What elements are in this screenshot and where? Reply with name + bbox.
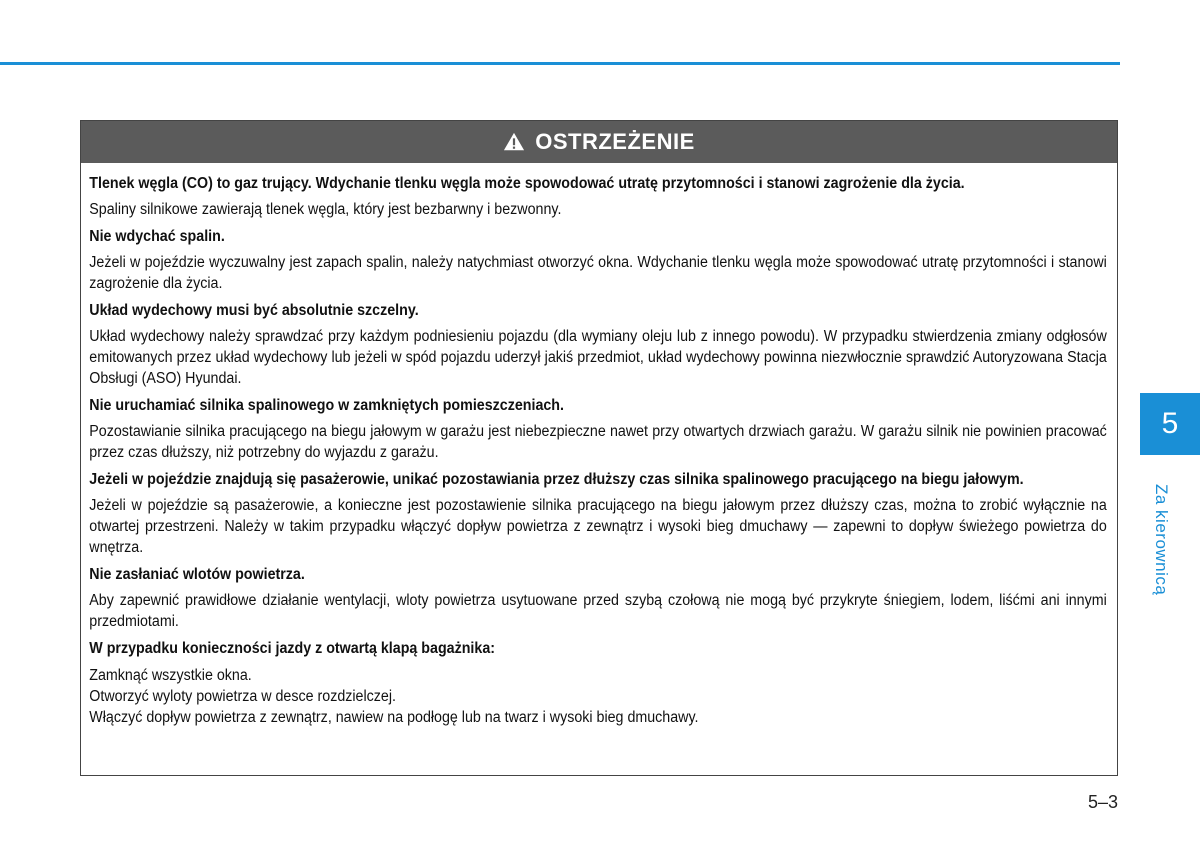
warning-heading: Nie uruchamiać silnika spalinowego w zamkniętych pomieszczeniach. (89, 397, 564, 414)
warning-paragraph: Spaliny silnikowe zawierają tlenek węgla, który jest bezbarwny i bezwonny. (89, 201, 562, 218)
warning-header (81, 121, 1117, 163)
warning-heading: Tlenek węgla (CO) to gaz trujący. Wdychanie tlenku węgla może spowodować utratę przytomności i stanowi zagrożenie dla życia. (89, 175, 965, 192)
top-rule (0, 62, 1120, 65)
chapter-tab (1140, 393, 1200, 455)
warning-paragraph: Jeżeli w pojeździe są pasażerowie, a konieczne jest pozostawienie silnika pracującego na biegu jałowym przez dłuższy czas, można to zrobić wyłącznie na otwartej przestrzeni. Należy w takim przypadku włączyć dopływ powietrza z zewnątrz i wysoki bieg dmuchawy — zapewni to dopływ świeżego powietrza do wnętrza. (89, 497, 1107, 556)
instruction-list (89, 665, 1107, 728)
warning-paragraph: Jeżeli w pojeździe wyczuwalny jest zapach spalin, należy natychmiast otworzyć okna. Wdychanie tlenku węgla może spowodować utratę przytomności i stanowi zagrożenie dla życia. (89, 254, 1107, 292)
chapter-title: Za kierownicą (1152, 484, 1171, 596)
warning-heading: Jeżeli w pojeździe znajdują się pasażerowie, unikać pozostawiania przez dłuższy czas silnika spalinowego pracującego na biegu jałowym. (89, 471, 1024, 488)
instruction-line: Otworzyć wyloty powietrza w desce rozdzielczej. (89, 688, 396, 705)
warning-title: OSTRZEŻENIE (535, 129, 695, 154)
warning-body (81, 163, 1114, 728)
warning-heading: Nie wdychać spalin. (89, 228, 225, 245)
warning-paragraph: Aby zapewnić prawidłowe działanie wentylacji, wloty powietrza usytuowane przed szybą czołową nie mogą być przykryte śniegiem, lodem, liśćmi ani innymi przedmiotami. (89, 592, 1107, 630)
warning-heading: W przypadku konieczności jazdy z otwartą klapą bagażnika: (89, 640, 496, 657)
warning-paragraph: Pozostawianie silnika pracującego na biegu jałowym w garażu jest niebezpieczne nawet przy otwartych drzwiach garażu. W garażu silnik nie powinien pracować przez czas dłuższy, niż potrzebny do wyjazdu z garażu. (89, 423, 1107, 461)
warning-triangle-icon (503, 131, 525, 153)
chapter-number: 5 (1161, 407, 1179, 440)
warning-paragraph: Układ wydechowy należy sprawdzać przy każdym podniesieniu pojazdu (dla wymiany oleju lub z innego powodu). W przypadku stwierdzenia zmiany odgłosów emitowanych przez układ wydechowy lub jeżeli w spód pojazdu uderzył jakiś przedmiot, układ wydechowy powinna niezwłocznie sprawdzić Autoryzowana Stacja Obsługi (ASO) Hyundai. (89, 328, 1107, 387)
warning-heading: Układ wydechowy musi być absolutnie szczelny. (89, 302, 419, 319)
warning-heading: Nie zasłaniać wlotów powietrza. (89, 566, 305, 583)
instruction-line: Zamknąć wszystkie okna. (89, 667, 252, 684)
warning-box (80, 120, 1118, 776)
instruction-line: Włączyć dopływ powietrza z zewnątrz, nawiew na podłogę lub na twarz i wysoki bieg dmuchawy. (89, 709, 699, 726)
page-number: 5–3 (1088, 792, 1119, 812)
